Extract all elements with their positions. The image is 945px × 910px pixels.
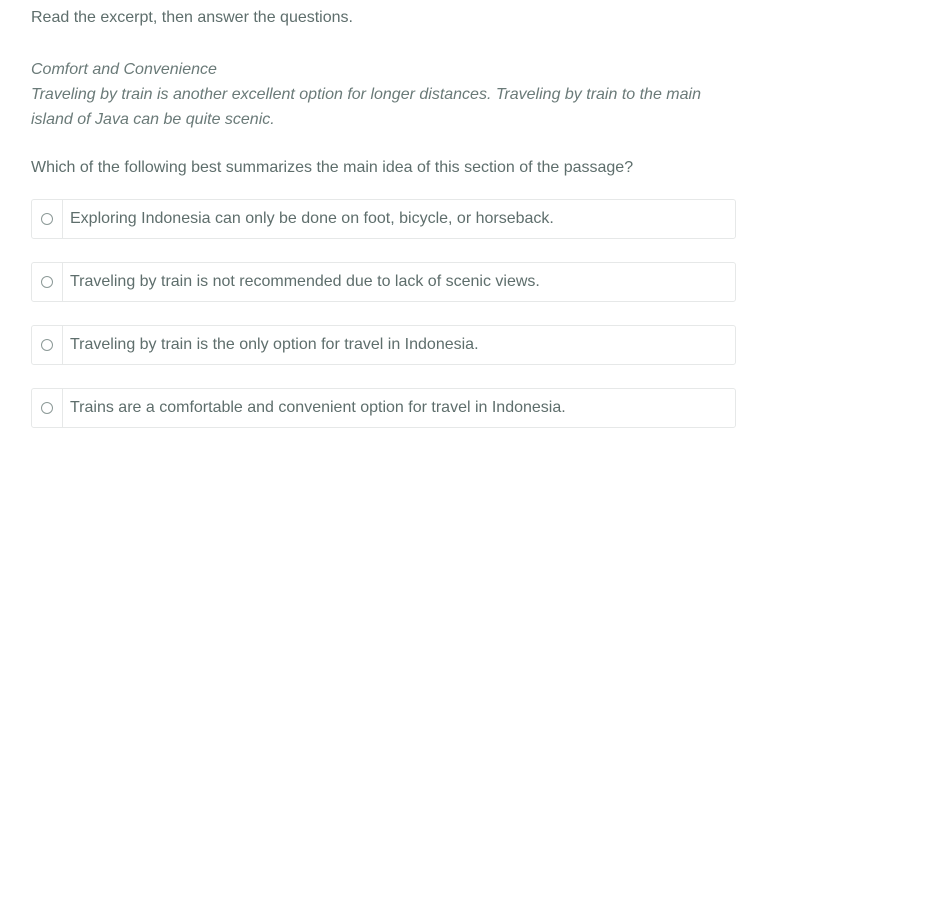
excerpt-title: Comfort and Convenience xyxy=(31,61,217,78)
answer-choices xyxy=(31,199,736,428)
radio-cell xyxy=(32,326,63,364)
answer-choice-label: Exploring Indonesia can only be done on foot, bicycle, or horseback. xyxy=(70,210,554,227)
instructions-text: Read the excerpt, then answer the questions. xyxy=(31,9,353,26)
answer-choice-4[interactable] xyxy=(31,388,736,428)
question-prompt: Which of the following best summarizes the main idea of this section of the passage? xyxy=(31,159,634,176)
radio-button-icon[interactable] xyxy=(41,339,53,351)
excerpt-body: Traveling by train is another excellent option for longer distances. Traveling by train to the main island of Java can be quite scenic. xyxy=(31,86,701,128)
radio-cell xyxy=(32,389,63,427)
radio-cell xyxy=(32,200,63,238)
radio-button-icon[interactable] xyxy=(41,276,53,288)
answer-choice-1[interactable] xyxy=(31,199,736,239)
answer-choice-label: Traveling by train is not recommended due to lack of scenic views. xyxy=(70,273,540,290)
answer-choice-3[interactable] xyxy=(31,325,736,365)
answer-choice-label: Trains are a comfortable and convenient option for travel in Indonesia. xyxy=(70,399,566,416)
radio-cell xyxy=(32,263,63,301)
radio-button-icon[interactable] xyxy=(41,402,53,414)
excerpt xyxy=(31,57,736,132)
question-container xyxy=(31,0,736,451)
radio-button-icon[interactable] xyxy=(41,213,53,225)
answer-choice-2[interactable] xyxy=(31,262,736,302)
answer-choice-label: Traveling by train is the only option for travel in Indonesia. xyxy=(70,336,479,353)
